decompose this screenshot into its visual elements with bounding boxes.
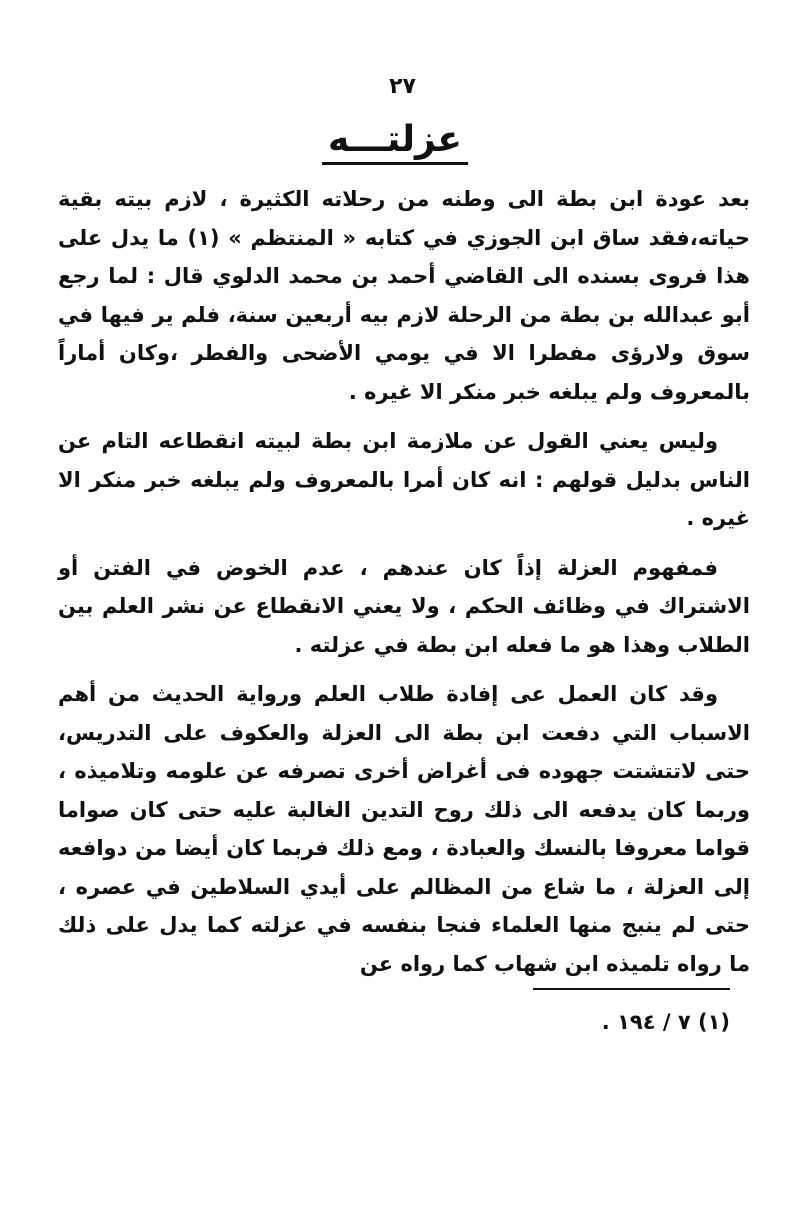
paragraph-1: بعد عودة ابن بطة الى وطنه من رحلاته الكثيرة ، لازم بيته بقية حياته،فقد ساق ابن الجوزي في كتابه « المنتظم » (١) ما يدل على هذا فروى بسنده الى القاضي أحمد بن محمد الدلوي قال : لما رجع أبو عبدالله بن بطة من الرحلة لازم بيه أربعين سنة، فلم ير فيها في سوق ولارؤى مفطرا الا في يومي الأضحى والفطر ،وكان أماراً بالمعروف ولم يبلغه خبر منكر الا غيره . [58, 187, 750, 404]
footnote: (١) ٧ / ١٩٤ . [601, 1010, 730, 1034]
chapter-title-text: عزلتـــه [322, 118, 468, 165]
paragraph-3: فمفهوم العزلة إذاً كان عندهم ، عدم الخوض في الفتن أو الاشتراك في وظائف الحكم ، ولا يعني الانقطاع عن نشر العلم بين الطلاب وهذا هو ما فعله ابن بطة في عزلته . [58, 555, 750, 657]
footnote-divider [533, 988, 730, 990]
chapter-title [0, 118, 790, 165]
page-number: ٢٧ [389, 74, 416, 99]
paragraph-4: وقد كان العمل عى إفادة طلاب العلم ورواية الحديث من أهم الاسباب التي دفعت ابن بطة الى العزلة والعكوف على التدريس، حتى لاتتشتت جهوده فى أغراض أخرى تصرفه عن علومه وتلاميذه ، وربما كان يدفعه الى ذلك روح التدين الغالبة عليه حتى كان صواما قواما معروفا بالنسك والعبادة ، ومع ذلك فربما كان أيضا من دوافعه إلى العزلة ، ما شاع من المظالم على أيدي السلاطين في عصره ، حتى لم ينبج منها العلماء فنجا بنفسه في عزلته كما يدل على ذلك ما رواه تلميذه ابن شهاب كما رواه عن [58, 682, 750, 976]
paragraph-2: وليس يعني القول عن ملازمة ابن بطة لبيته انقطاعه التام عن الناس بدليل قولهم : انه كان أمرا بالمعروف ولم يبلغه خبر منكر الا غيره . [58, 429, 750, 530]
body-text [58, 180, 750, 983]
